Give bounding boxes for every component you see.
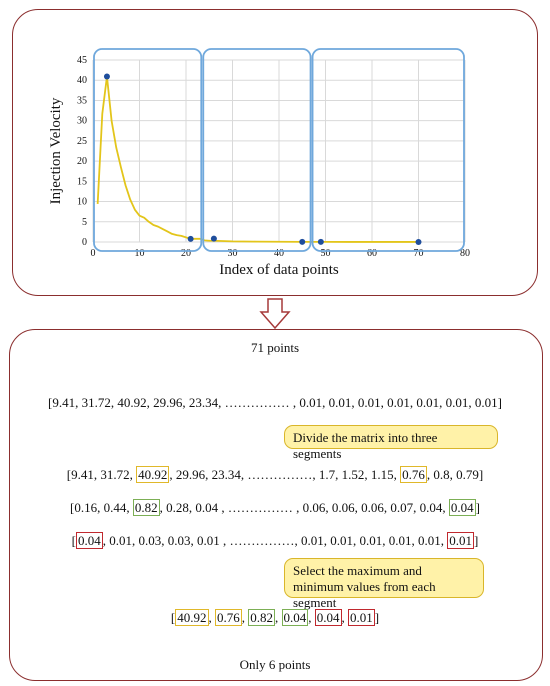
segment-2-min-box: 0.04 [450, 500, 474, 515]
data-marker [318, 239, 324, 245]
result-row: [ 40.92 , 0.76 , 0.82 , 0.04 , 0.04 , 0.01 ] [170, 610, 380, 625]
segment-2-max-box: 0.82 [134, 500, 158, 515]
x-tick-label: 20 [181, 248, 191, 259]
top-count-label: 71 points [250, 340, 300, 355]
bottom-count-label: Only 6 points [239, 657, 311, 672]
x-tick-label: 50 [320, 248, 331, 259]
series-line [98, 77, 419, 242]
segment-3-start: [ [71, 533, 76, 548]
result-value-4: 0.04 [283, 610, 307, 625]
data-marker [416, 239, 422, 245]
injection-velocity-chart [48, 49, 470, 278]
segment-box-2 [203, 49, 310, 251]
y-tick-label: 20 [77, 156, 87, 168]
segment-1-max-box: 40.92 [138, 467, 168, 482]
x-tick-label: 0 [90, 248, 96, 259]
segment-3-end: ] [474, 533, 479, 548]
y-tick-label: 15 [77, 176, 87, 188]
segment-1-min-box: 0.76 [402, 467, 425, 482]
x-axis-label: Index of data points [219, 262, 339, 278]
segment-2-mid: , 0.28, 0.04 , …………… , 0.06, 0.06, 0.06, 0.07, 0.04, [159, 500, 449, 515]
result-close: ] [374, 610, 380, 625]
segment-3-max-box: 0.04 [78, 533, 101, 548]
segment-row-2 [0, 500, 550, 516]
y-tick-label: 5 [82, 216, 87, 228]
divide-callout: Divide the matrix into three segments [284, 425, 498, 449]
y-tick-label: 25 [77, 135, 87, 147]
y-tick-label: 30 [77, 115, 87, 127]
x-tick-label: 10 [134, 248, 145, 259]
result-value-3: 0.82 [250, 610, 273, 625]
select-callout: Select the maximum and minimum values from each segment [284, 558, 484, 598]
x-tick-label: 80 [460, 248, 470, 259]
y-tick-label: 45 [77, 55, 87, 66]
y-tick-label: 35 [77, 95, 87, 107]
down-arrow-icon [261, 299, 289, 328]
result-value-5: 0.04 [316, 610, 340, 625]
segment-1-mid: , 29.96, 23.34, ……………, 1.7, 1.52, 1.15, [169, 467, 401, 482]
y-tick-label: 0 [82, 237, 87, 248]
segment-3-min-box: 0.01 [449, 533, 472, 548]
y-tick-label: 10 [77, 196, 87, 208]
segment-1-start: [9.41, 31.72, [66, 467, 137, 482]
segment-box-3 [313, 49, 464, 251]
data-marker [299, 239, 305, 245]
x-tick-label: 30 [227, 248, 238, 259]
x-tick-label: 40 [274, 248, 284, 259]
y-axis-label: Injection Velocity [48, 97, 64, 205]
segment-1-end: , 0.8, 0.79] [426, 467, 484, 482]
x-tick-label: 60 [367, 248, 377, 259]
segment-3-mid: , 0.01, 0.03, 0.03, 0.01 , ……………, 0.01, 0.01, 0.01, 0.01, 0.01, [102, 533, 448, 548]
result-value-2: 0.76 [217, 610, 240, 625]
result-open: [ [170, 610, 176, 625]
data-marker [188, 236, 194, 242]
segment-row-3 [0, 533, 550, 549]
result-value-6: 0.01 [350, 610, 373, 625]
data-marker [211, 236, 217, 242]
segment-2-end: ] [475, 500, 480, 515]
result-value-1: 40.92 [177, 610, 207, 625]
segment-2-start: [0.16, 0.44, [70, 500, 133, 515]
data-marker [104, 74, 110, 80]
y-tick-label: 40 [77, 75, 87, 87]
segment-row-1 [0, 467, 550, 483]
x-tick-label: 70 [413, 248, 424, 259]
full-sequence: [9.41, 31.72, 40.92, 29.96, 23.34, …………… , 0.01, 0.01, 0.01, 0.01, 0.01, 0.01, 0.01] [48, 395, 502, 410]
